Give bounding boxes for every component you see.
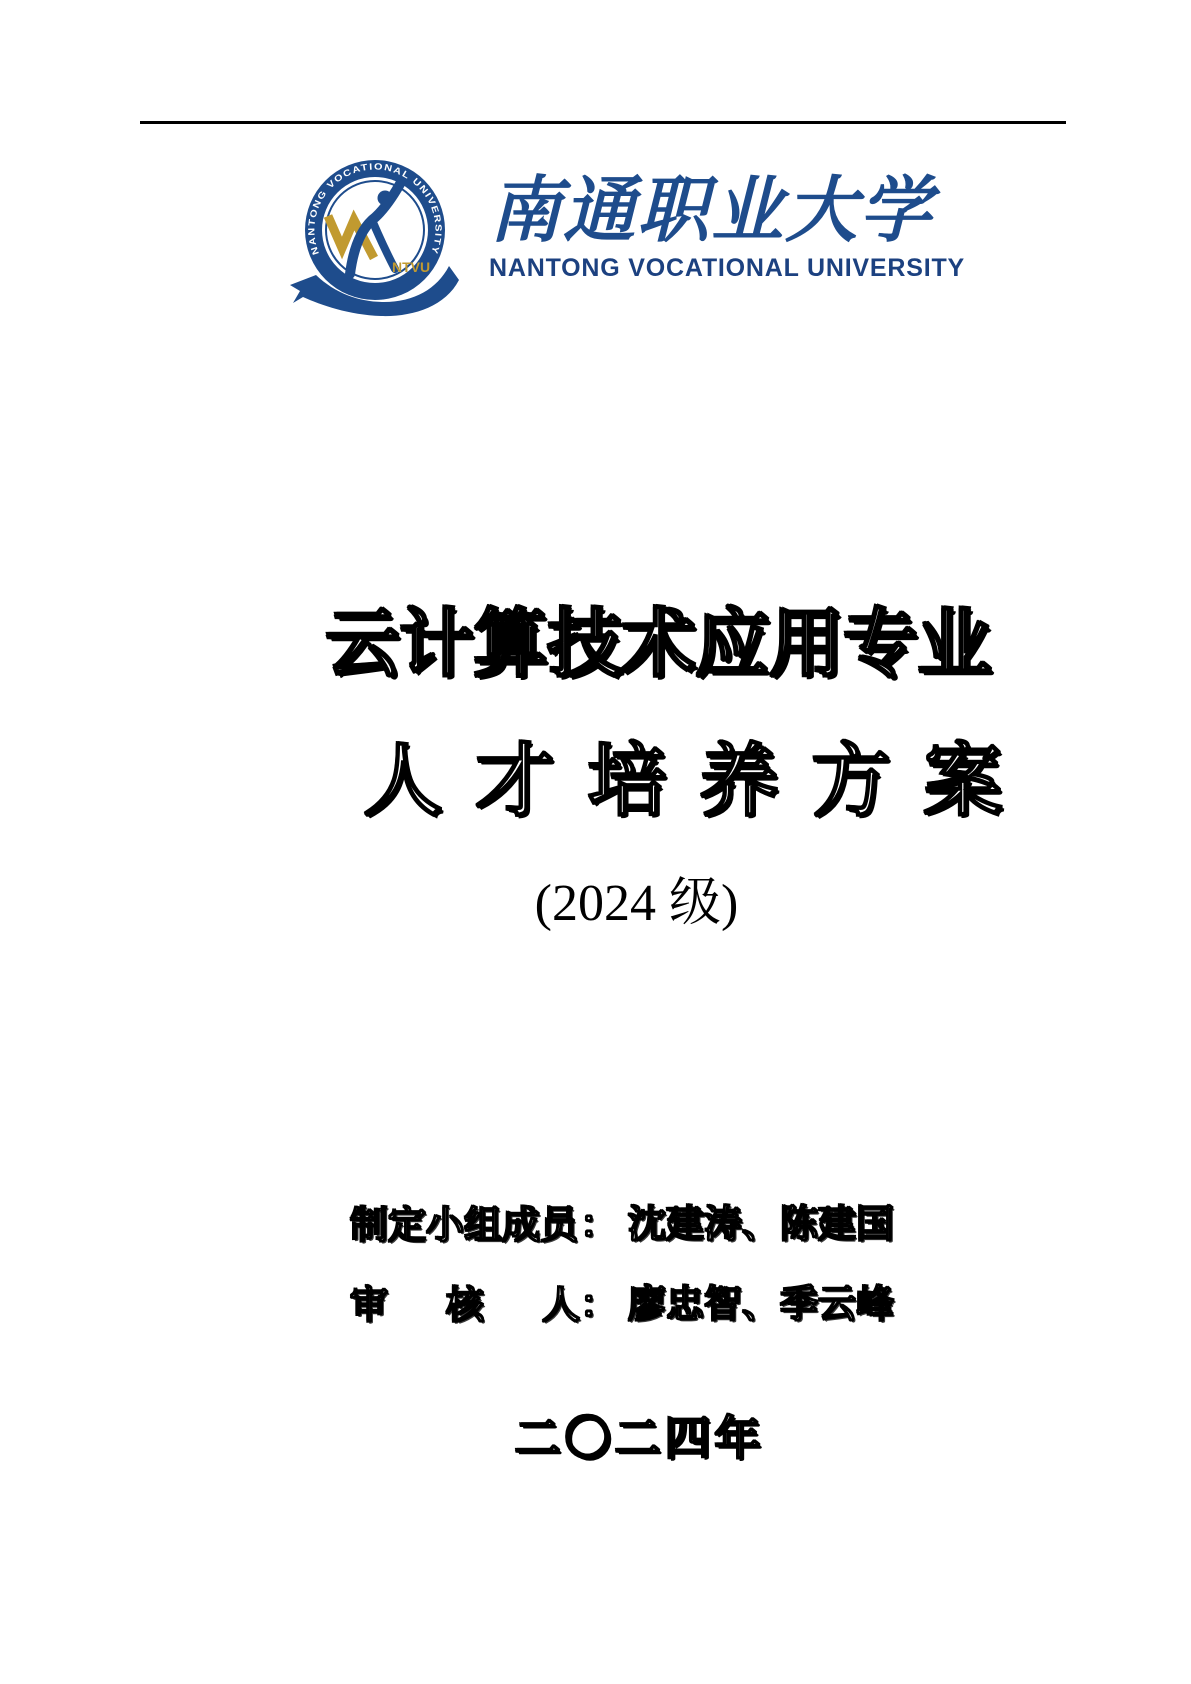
university-name-block	[489, 158, 965, 283]
badge-ring-text: NANTONG VOCATIONAL UNIVERSITY	[306, 161, 444, 257]
reviewers-label	[350, 1283, 580, 1329]
makers-names: 沈建涛、陈建国	[628, 1202, 895, 1246]
header-rule	[140, 121, 1066, 124]
reviewers-names: 廖忠智、季云峰	[628, 1282, 895, 1326]
grade-year-label: (2024 级)	[534, 875, 739, 932]
makers-colon: ：	[580, 1202, 619, 1246]
makers-line	[350, 1202, 894, 1249]
reviewers-colon: ：	[580, 1282, 619, 1326]
university-name-cn: 南通职业大学	[489, 167, 934, 252]
issue-year: 二〇二四年	[514, 1413, 765, 1464]
reviewers-label-char: 核	[445, 1283, 484, 1327]
reviewers-label-char: 人	[541, 1283, 580, 1327]
university-badge-icon	[288, 158, 463, 320]
reviewers-line	[350, 1282, 894, 1329]
university-name-en: NANTONG VOCATIONAL UNIVERSITY	[489, 253, 966, 282]
major-title: 云计算技术应用专业	[325, 601, 992, 687]
badge-acronym: NTVU	[392, 259, 431, 275]
makers-label: 制定小组成员	[350, 1203, 579, 1247]
program-title: 人才培养方案	[363, 739, 1036, 826]
reviewers-label-char: 审	[350, 1283, 389, 1327]
university-logo-block	[288, 158, 965, 320]
